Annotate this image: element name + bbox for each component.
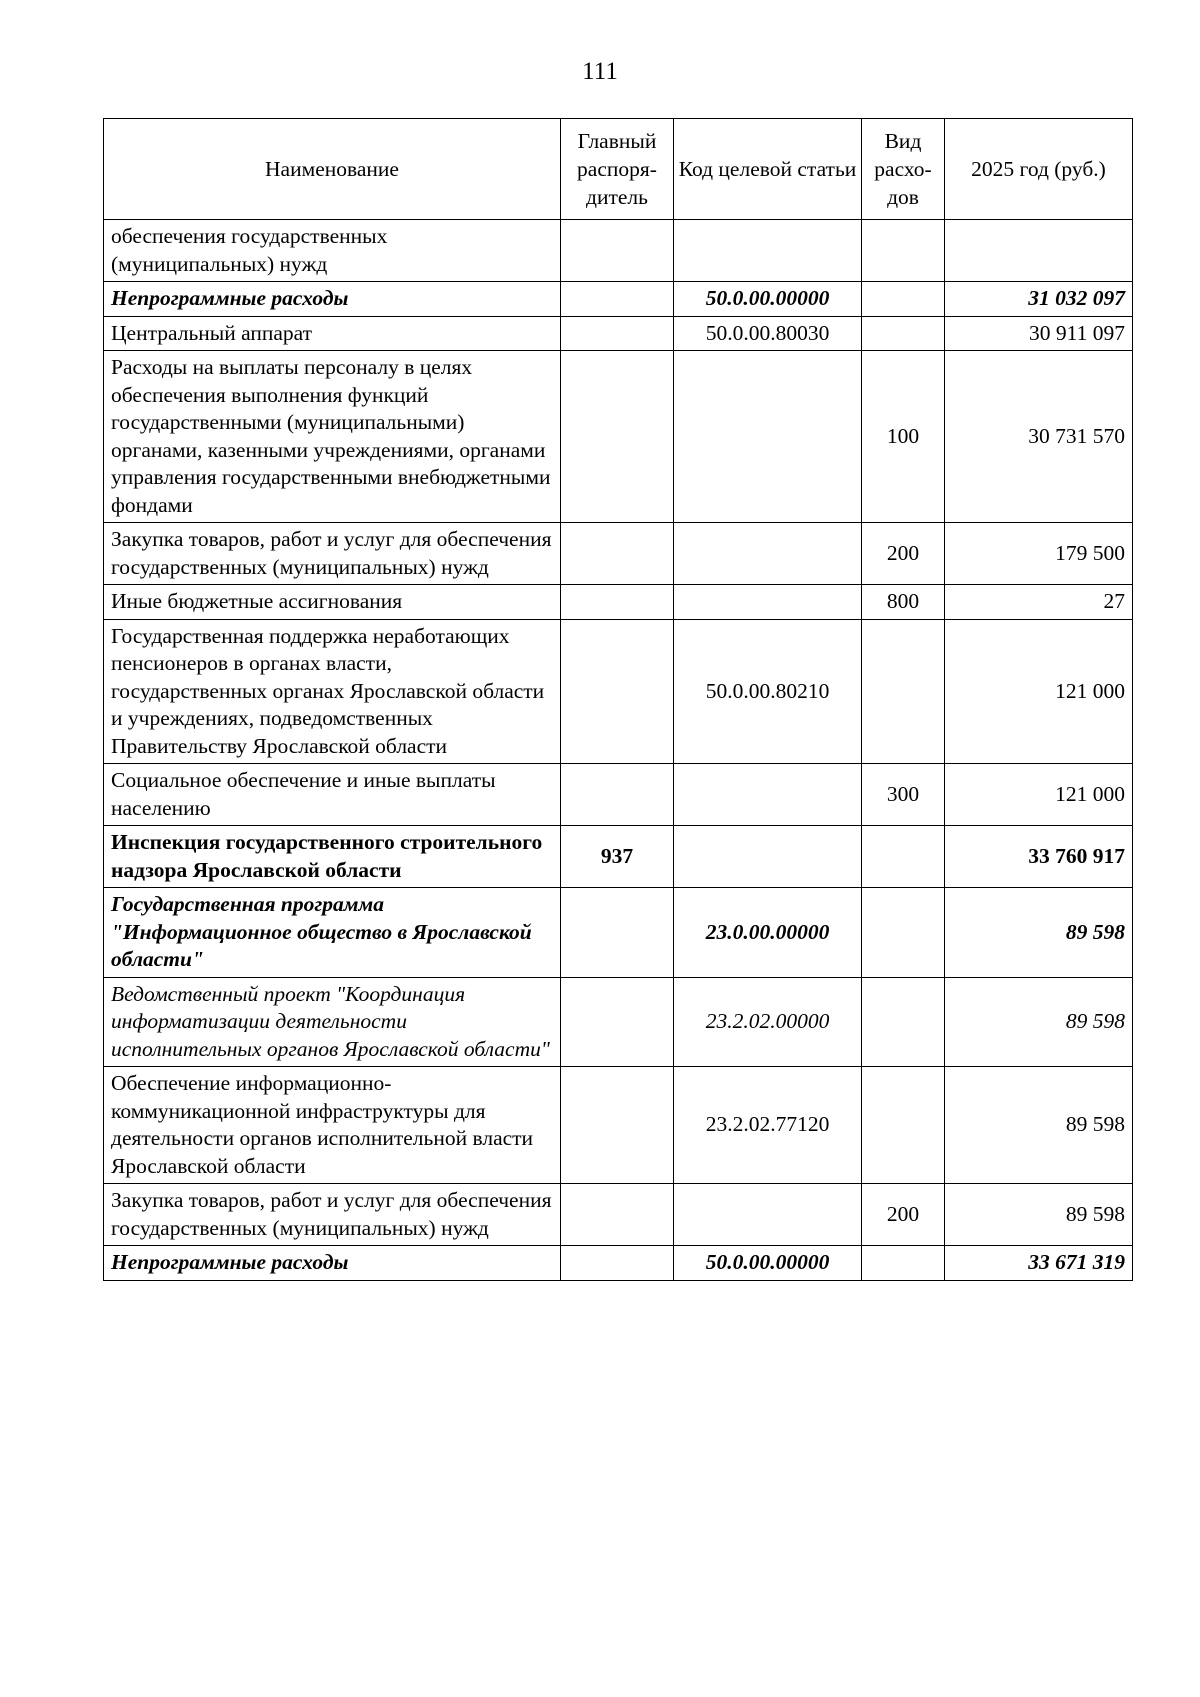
table-row (104, 585, 1133, 620)
cell-name: Центральный аппарат (104, 316, 561, 351)
cell-administrator (561, 351, 674, 523)
table-row (104, 220, 1133, 282)
cell-name: Обеспечение информационно-коммуникационной инфраструктуры для деятельности органов исполнительной власти Ярославской области (104, 1067, 561, 1184)
cell-expense-kind (862, 282, 945, 317)
cell-name: Государственная программа "Информационное общество в Ярославской области" (104, 888, 561, 978)
cell-amount: 27 (945, 585, 1133, 620)
table-row (104, 316, 1133, 351)
table-row (104, 1067, 1133, 1184)
table-row (104, 1246, 1133, 1281)
cell-administrator (561, 282, 674, 317)
cell-target-code (674, 585, 862, 620)
cell-target-code: 50.0.00.00000 (674, 1246, 862, 1281)
cell-administrator: 937 (561, 826, 674, 888)
header-expense-kind: Вид расхо-дов (862, 119, 945, 220)
header-target-code: Код целевой статьи (674, 119, 862, 220)
header-administrator: Главный распоря-дитель (561, 119, 674, 220)
cell-amount: 89 598 (945, 977, 1133, 1067)
cell-target-code: 23.2.02.00000 (674, 977, 862, 1067)
cell-amount: 89 598 (945, 888, 1133, 978)
cell-target-code: 50.0.00.80030 (674, 316, 862, 351)
cell-amount: 89 598 (945, 1184, 1133, 1246)
cell-expense-kind (862, 619, 945, 764)
cell-expense-kind (862, 1067, 945, 1184)
cell-expense-kind: 800 (862, 585, 945, 620)
cell-expense-kind (862, 888, 945, 978)
cell-amount: 33 671 319 (945, 1246, 1133, 1281)
cell-expense-kind (862, 1246, 945, 1281)
cell-expense-kind (862, 826, 945, 888)
table-row (104, 1184, 1133, 1246)
cell-target-code (674, 826, 862, 888)
header-name: Наименование (104, 119, 561, 220)
cell-amount (945, 220, 1133, 282)
cell-name: Инспекция государственного строительного надзора Ярославской области (104, 826, 561, 888)
cell-administrator (561, 619, 674, 764)
cell-name: Социальное обеспечение и иные выплаты населению (104, 764, 561, 826)
table-body (104, 220, 1133, 1281)
cell-target-code: 50.0.00.80210 (674, 619, 862, 764)
cell-amount: 89 598 (945, 1067, 1133, 1184)
cell-target-code (674, 220, 862, 282)
cell-target-code (674, 351, 862, 523)
cell-expense-kind (862, 220, 945, 282)
cell-administrator (561, 977, 674, 1067)
table-row (104, 977, 1133, 1067)
table-row (104, 619, 1133, 764)
cell-target-code: 23.0.00.00000 (674, 888, 862, 978)
cell-target-code (674, 523, 862, 585)
cell-target-code (674, 764, 862, 826)
cell-name: Закупка товаров, работ и услуг для обеспечения государственных (муниципальных) нужд (104, 523, 561, 585)
cell-name: Иные бюджетные ассигнования (104, 585, 561, 620)
cell-amount: 121 000 (945, 619, 1133, 764)
cell-administrator (561, 764, 674, 826)
table-row (104, 888, 1133, 978)
cell-name: обеспечения государственных (муниципальных) нужд (104, 220, 561, 282)
cell-expense-kind (862, 977, 945, 1067)
cell-administrator (561, 220, 674, 282)
cell-target-code: 50.0.00.00000 (674, 282, 862, 317)
cell-expense-kind (862, 316, 945, 351)
table-row (104, 351, 1133, 523)
cell-amount: 30 731 570 (945, 351, 1133, 523)
cell-name: Непрограммные расходы (104, 1246, 561, 1281)
table-row (104, 764, 1133, 826)
cell-name: Закупка товаров, работ и услуг для обеспечения государственных (муниципальных) нужд (104, 1184, 561, 1246)
cell-expense-kind: 200 (862, 1184, 945, 1246)
cell-expense-kind: 100 (862, 351, 945, 523)
table-row (104, 826, 1133, 888)
cell-administrator (561, 1184, 674, 1246)
cell-administrator (561, 585, 674, 620)
header-year-amount: 2025 год (руб.) (945, 119, 1133, 220)
cell-administrator (561, 523, 674, 585)
cell-administrator (561, 888, 674, 978)
cell-expense-kind: 300 (862, 764, 945, 826)
cell-target-code: 23.2.02.77120 (674, 1067, 862, 1184)
cell-name: Расходы на выплаты персоналу в целях обеспечения выполнения функций государственными (муниципальными) органами, казенными учреждениями, органами управления государственными внебюджетными фондами (104, 351, 561, 523)
cell-name: Ведомственный проект "Координация информатизации деятельности исполнительных органов Ярославской области" (104, 977, 561, 1067)
cell-amount: 30 911 097 (945, 316, 1133, 351)
cell-expense-kind: 200 (862, 523, 945, 585)
cell-administrator (561, 1246, 674, 1281)
cell-amount: 121 000 (945, 764, 1133, 826)
cell-amount: 33 760 917 (945, 826, 1133, 888)
cell-amount: 179 500 (945, 523, 1133, 585)
table-header-row (104, 119, 1133, 220)
page-number: 111 (582, 58, 618, 85)
cell-name: Государственная поддержка неработающих пенсионеров в органах власти, государственных органах Ярославской области и учреждениях, подведомственных Правительству Ярославской области (104, 619, 561, 764)
cell-name: Непрограммные расходы (104, 282, 561, 317)
table-row (104, 282, 1133, 317)
table-row (104, 523, 1133, 585)
cell-administrator (561, 316, 674, 351)
budget-table (103, 118, 1133, 1281)
cell-target-code (674, 1184, 862, 1246)
cell-administrator (561, 1067, 674, 1184)
cell-amount: 31 032 097 (945, 282, 1133, 317)
